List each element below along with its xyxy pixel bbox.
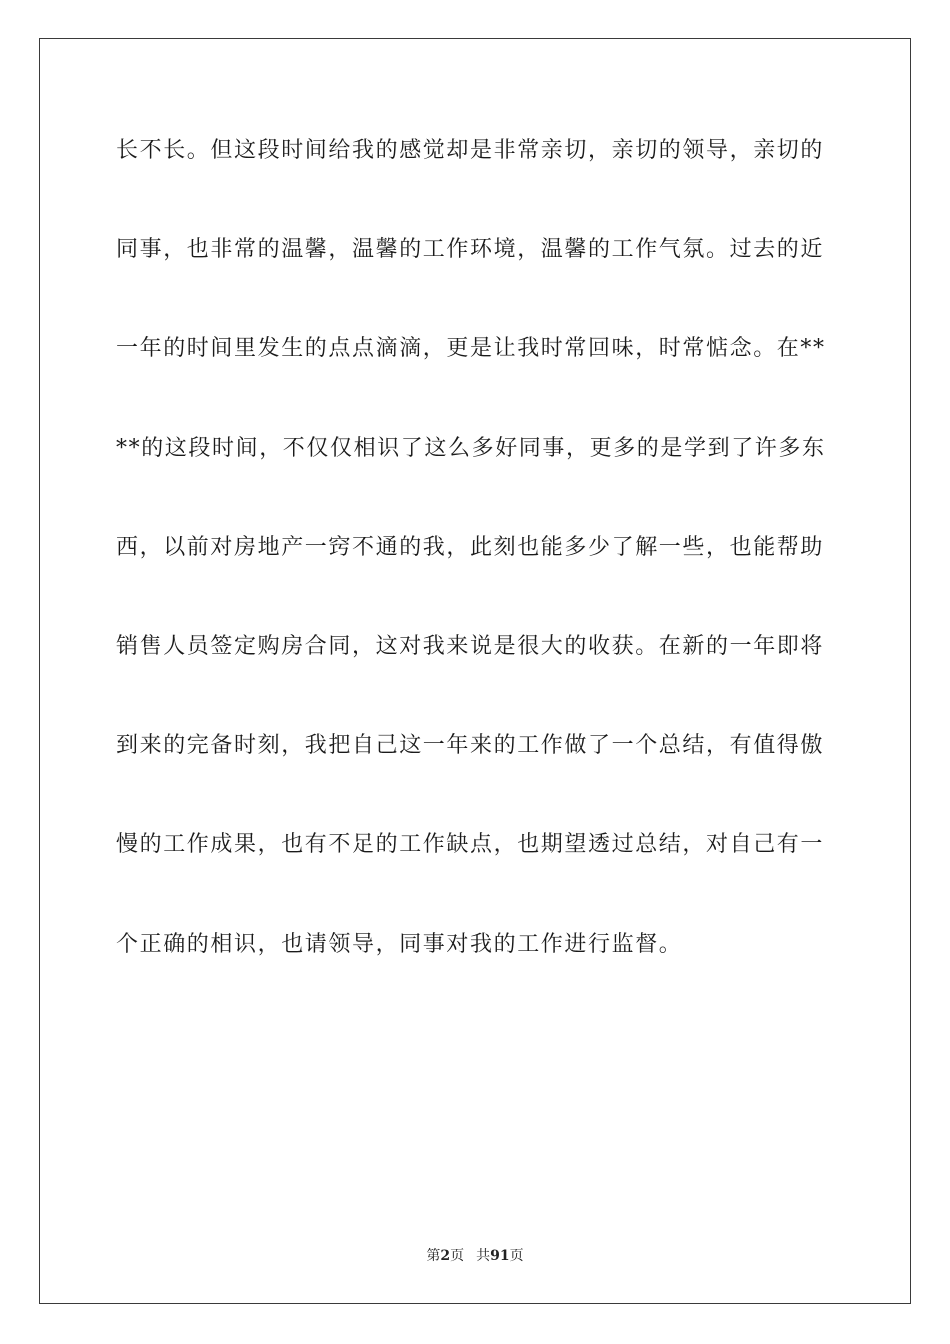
text-line: 到来的完备时刻，我把自己这一年来的工作做了一个总结，有值得傲 xyxy=(116,733,825,759)
total-prefix: 共 xyxy=(476,1248,491,1264)
page-number: 2 xyxy=(440,1248,451,1264)
document-body xyxy=(116,128,836,1021)
text-line: 同事，也非常的温馨，温馨的工作环境，温馨的工作气氛。过去的近 xyxy=(116,237,825,263)
page-prefix: 第 xyxy=(426,1248,441,1264)
text-line: 一年的时间里发生的点点滴滴，更是让我时常回味，时常惦念。在** xyxy=(116,336,826,362)
text-line: 长不长。但这段时间给我的感觉却是非常亲切，亲切的领导，亲切的 xyxy=(116,138,825,163)
total-pages: 91 xyxy=(490,1248,510,1264)
page-footer xyxy=(0,1245,950,1265)
text-line: 销售人员签定购房合同，这对我来说是很大的收获。在新的一年即将 xyxy=(116,633,825,659)
text-line: 西，以前对房地产一窍不通的我，此刻也能多少了解一些，也能帮助 xyxy=(116,534,825,560)
total-suffix: 页 xyxy=(509,1248,524,1264)
text-line: 慢的工作成果，也有不足的工作缺点，也期望透过总结，对自己有一 xyxy=(116,832,825,858)
text-line: **的这段时间，不仅仅相识了这么多好同事，更多的是学到了许多东 xyxy=(116,435,826,461)
page-suffix: 页 xyxy=(450,1248,465,1264)
text-line: 个正确的相识，也请领导，同事对我的工作进行监督。 xyxy=(116,931,683,957)
